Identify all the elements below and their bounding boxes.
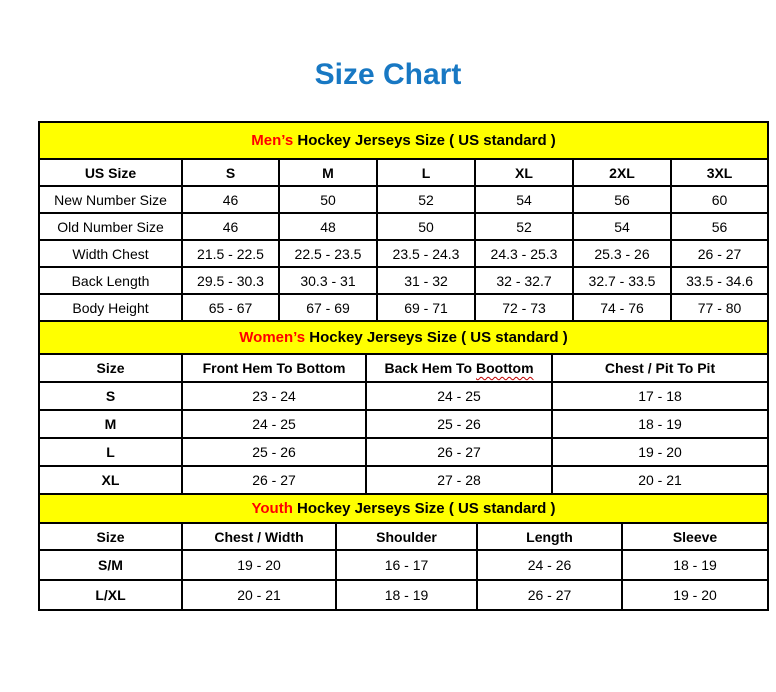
size-value-cell: 31 - 32 — [377, 267, 475, 294]
row-label: New Number Size — [39, 186, 182, 213]
mens-section-header-row — [39, 122, 768, 159]
mens-section-title-rest: Hockey Jerseys Size ( US standard ) — [293, 132, 556, 149]
table-row — [39, 240, 768, 267]
youth-section-title-rest: Hockey Jerseys Size ( US standard ) — [292, 500, 556, 517]
row-label: L — [39, 438, 182, 466]
size-value-cell: 56 — [573, 186, 671, 213]
column-header: L — [377, 159, 475, 186]
column-header: Shoulder — [336, 523, 477, 550]
table-row — [39, 466, 768, 494]
size-value-cell: 26 - 27 — [671, 240, 768, 267]
size-value-cell: 21.5 - 22.5 — [182, 240, 279, 267]
column-header: 3XL — [671, 159, 768, 186]
table-row — [39, 580, 768, 610]
table-row — [39, 410, 768, 438]
mens-column-header-row — [39, 159, 768, 186]
column-header — [366, 354, 552, 382]
size-value-cell: 24 - 26 — [477, 550, 622, 580]
column-header: Sleeve — [622, 523, 768, 550]
youth-section-header-row — [39, 494, 768, 523]
size-value-cell: 19 - 20 — [622, 580, 768, 610]
size-value-cell: 50 — [279, 186, 377, 213]
size-value-cell: 69 - 71 — [377, 294, 475, 321]
table-row — [39, 550, 768, 580]
size-value-cell: 26 - 27 — [366, 438, 552, 466]
table-row — [39, 438, 768, 466]
size-value-cell: 17 - 18 — [552, 382, 768, 410]
size-chart-tables — [38, 121, 767, 611]
column-header-text: Back Hem To — [384, 360, 476, 376]
table-row — [39, 186, 768, 213]
size-value-cell: 18 - 19 — [622, 550, 768, 580]
size-value-cell: 60 — [671, 186, 768, 213]
size-value-cell: 18 - 19 — [336, 580, 477, 610]
row-label: Body Height — [39, 294, 182, 321]
table-row — [39, 294, 768, 321]
size-value-cell: 25 - 26 — [366, 410, 552, 438]
size-value-cell: 20 - 21 — [182, 580, 336, 610]
womens-section-title — [39, 321, 768, 354]
size-value-cell: 74 - 76 — [573, 294, 671, 321]
size-value-cell: 30.3 - 31 — [279, 267, 377, 294]
row-label: Width Chest — [39, 240, 182, 267]
size-value-cell: 22.5 - 23.5 — [279, 240, 377, 267]
row-label: M — [39, 410, 182, 438]
youth-section-title — [39, 494, 768, 523]
row-label: XL — [39, 466, 182, 494]
size-value-cell: 52 — [377, 186, 475, 213]
size-value-cell: 65 - 67 — [182, 294, 279, 321]
womens-size-table — [38, 320, 769, 495]
youth-size-table — [38, 493, 769, 611]
size-value-cell: 23 - 24 — [182, 382, 366, 410]
row-label: S — [39, 382, 182, 410]
size-value-cell: 23.5 - 24.3 — [377, 240, 475, 267]
mens-section-title — [39, 122, 768, 159]
womens-section-header-row — [39, 321, 768, 354]
size-value-cell: 56 — [671, 213, 768, 240]
size-value-cell: 54 — [475, 186, 573, 213]
size-value-cell: 67 - 69 — [279, 294, 377, 321]
size-value-cell: 24 - 25 — [366, 382, 552, 410]
column-header: Chest / Pit To Pit — [552, 354, 768, 382]
size-value-cell: 32.7 - 33.5 — [573, 267, 671, 294]
size-value-cell: 25.3 - 26 — [573, 240, 671, 267]
size-value-cell: 24.3 - 25.3 — [475, 240, 573, 267]
column-header: Chest / Width — [182, 523, 336, 550]
mens-section-title-accent: Men’s — [251, 132, 294, 149]
size-value-cell: 25 - 26 — [182, 438, 366, 466]
row-label: L/XL — [39, 580, 182, 610]
column-header: US Size — [39, 159, 182, 186]
column-header: Length — [477, 523, 622, 550]
table-row — [39, 213, 768, 240]
size-value-cell: 20 - 21 — [552, 466, 768, 494]
size-value-cell: 26 - 27 — [182, 466, 366, 494]
size-value-cell: 48 — [279, 213, 377, 240]
size-value-cell: 29.5 - 30.3 — [182, 267, 279, 294]
youth-column-header-row — [39, 523, 768, 550]
youth-section-title-accent: Youth — [251, 500, 293, 517]
page-title: Size Chart — [314, 58, 462, 91]
row-label: S/M — [39, 550, 182, 580]
size-value-cell: 19 - 20 — [182, 550, 336, 580]
size-value-cell: 16 - 17 — [336, 550, 477, 580]
row-label: Back Length — [39, 267, 182, 294]
column-header: Front Hem To Bottom — [182, 354, 366, 382]
column-header: Size — [39, 354, 182, 382]
size-value-cell: 77 - 80 — [671, 294, 768, 321]
column-header: 2XL — [573, 159, 671, 186]
column-header: M — [279, 159, 377, 186]
column-header: S — [182, 159, 279, 186]
size-value-cell: 24 - 25 — [182, 410, 366, 438]
table-row — [39, 382, 768, 410]
size-value-cell: 46 — [182, 186, 279, 213]
size-value-cell: 54 — [573, 213, 671, 240]
mens-size-table — [38, 121, 769, 322]
size-value-cell: 72 - 73 — [475, 294, 573, 321]
womens-section-title-rest: Hockey Jerseys Size ( US standard ) — [305, 329, 568, 346]
size-value-cell: 19 - 20 — [552, 438, 768, 466]
table-row — [39, 267, 768, 294]
size-value-cell: 27 - 28 — [366, 466, 552, 494]
size-value-cell: 32 - 32.7 — [475, 267, 573, 294]
womens-column-header-row — [39, 354, 768, 382]
size-value-cell: 26 - 27 — [477, 580, 622, 610]
row-label: Old Number Size — [39, 213, 182, 240]
size-value-cell: 46 — [182, 213, 279, 240]
size-value-cell: 52 — [475, 213, 573, 240]
column-header: XL — [475, 159, 573, 186]
column-header: Size — [39, 523, 182, 550]
size-value-cell: 50 — [377, 213, 475, 240]
size-value-cell: 18 - 19 — [552, 410, 768, 438]
misspelled-word: Boottom — [476, 360, 534, 376]
womens-section-title-accent: Women’s — [239, 329, 306, 346]
size-value-cell: 33.5 - 34.6 — [671, 267, 768, 294]
